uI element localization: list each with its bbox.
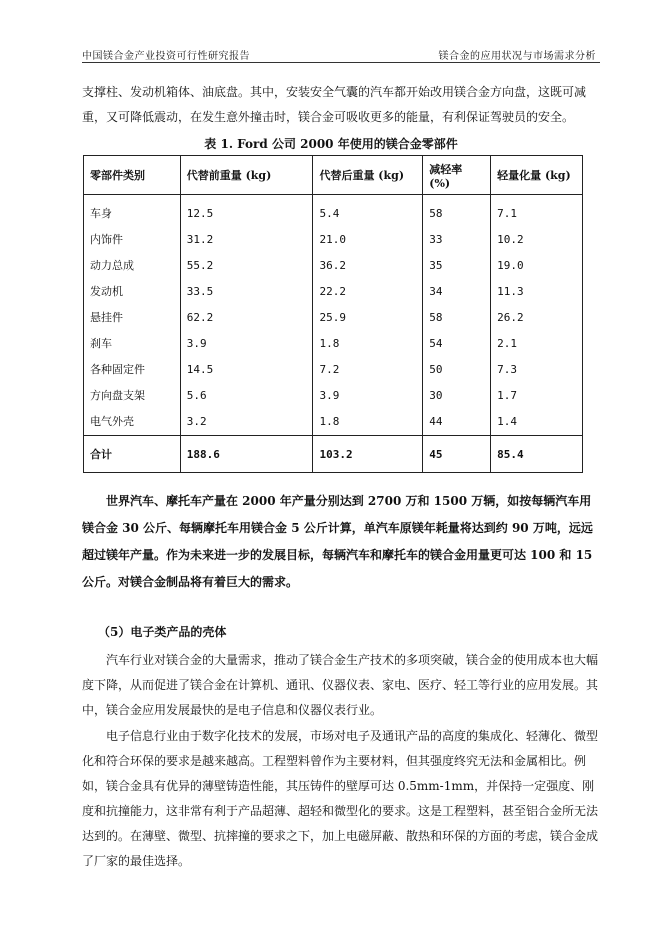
header-report-title: 中国镁合金产业投资可行性研究报告 xyxy=(82,51,250,62)
paragraph-steering-wheel: 支撑柱、发动机箱体、油底盘。其中，安装安全气囊的汽车都开始改用镁合金方向盘，这既可减重，又可降低震动，在发生意外撞击时，镁合金可吸收更多的能量，有利保证驾驶员的安全。 xyxy=(82,85,587,124)
table-total-row xyxy=(84,436,583,473)
value-cell: 25.9 xyxy=(319,311,346,324)
paragraph-world-demand: 世界汽车、摩托车产量在 2000 年产量分别达到 2700 万和 1500 万辆，如按每辆汽车用镁合金 30 公斤、每辆摩托车用镁合金 5 公斤计算，单汽车原镁年耗量将达到约 90 万吨，远远超过镁年产量。作为未来进一步的发展目标，每辆汽车和摩托车的镁合金用量更可达 100 和 15 公斤。对镁合金制品将有着巨大的需求。 xyxy=(82,494,593,589)
header-weight-saved: 轻量化量 (kg) xyxy=(491,156,583,195)
value-cell: 21.0 xyxy=(319,233,346,246)
value-cell: 35 xyxy=(429,259,443,272)
value-cell: 26.2 xyxy=(497,311,524,324)
value-cell: 3.2 xyxy=(186,415,207,428)
value-cell: 31.2 xyxy=(186,233,214,246)
value-cell: 7.2 xyxy=(319,363,340,376)
value-cell: 58 xyxy=(429,311,443,324)
value-cell: 1.4 xyxy=(497,415,517,428)
value-cell: 7.3 xyxy=(497,363,517,376)
part-name-cell: 悬挂件 xyxy=(90,311,123,324)
value-cell: 58 xyxy=(429,207,443,220)
value-cell: 55.2 xyxy=(186,259,214,272)
total-reduction-rate: 45 xyxy=(423,436,491,473)
header-weight-after: 代替后重量 (kg) xyxy=(313,156,423,195)
value-cell: 30 xyxy=(429,389,443,402)
value-cell: 33 xyxy=(429,233,443,246)
column-weight-saved xyxy=(491,195,583,436)
page-header xyxy=(82,44,600,63)
part-name-cell: 各种固定件 xyxy=(90,363,145,376)
part-name-cell: 发动机 xyxy=(90,285,123,298)
paragraph-electronics-industry: 电子信息行业由于数字化技术的发展，市场对电子及通讯产品的高度的集成化、轻薄化、微型化和符合环保的要求是越来越高。工程塑料曾作为主要材料，但其强度终究无法和金属相比。例如，镁合金具有优异的薄壁铸造性能，其压铸件的壁厚可达 0.5mm-1mm，并保持一定强度、刚度和抗撞能力，这非常有利于产品超薄、超轻和微型化的要求。这是工程塑料，甚至铝合金所无法达到的。在薄壁、微型、抗摔撞的要求之下，加上电磁屏蔽、散热和环保的方面的考虑，镁合金成了厂家的最佳选择。 xyxy=(82,729,599,868)
part-name-cell: 方向盘支架 xyxy=(90,389,145,402)
value-cell: 10.2 xyxy=(497,233,524,246)
total-weight-after: 103.2 xyxy=(313,436,423,473)
ford-magnesium-parts-table xyxy=(83,155,583,473)
total-weight-saved: 85.4 xyxy=(491,436,583,473)
value-cell: 36.2 xyxy=(319,259,346,272)
value-cell: 50 xyxy=(429,363,443,376)
column-weight-before xyxy=(180,195,313,436)
total-weight-before: 188.6 xyxy=(180,436,313,473)
value-cell: 62.2 xyxy=(186,311,214,324)
value-cell: 5.6 xyxy=(186,389,207,402)
value-cell: 44 xyxy=(429,415,443,428)
column-part-names xyxy=(84,195,181,436)
header-chapter-title: 镁合金的应用状况与市场需求分析 xyxy=(438,51,596,62)
header-weight-before: 代替前重量 (kg) xyxy=(180,156,313,195)
value-cell: 1.8 xyxy=(319,337,340,350)
value-cell: 19.0 xyxy=(497,259,524,272)
header-part-category: 零部件类别 xyxy=(84,156,181,195)
part-name-cell: 刹车 xyxy=(90,337,112,350)
value-cell: 2.1 xyxy=(497,337,517,350)
value-cell: 1.8 xyxy=(319,415,340,428)
part-name-cell: 动力总成 xyxy=(90,259,134,272)
paragraph-cost-reduction: 汽车行业对镁合金的大量需求，推动了镁合金生产技术的多项突破，镁合金的使用成本也大幅度下降，从而促进了镁合金在计算机、通讯、仪器仪表、家电、医疗、轻工等行业的应用发展。其中，镁合金应用发展最快的是电子信息和仪器仪表行业。 xyxy=(82,653,599,717)
part-name-cell: 内饰件 xyxy=(90,233,123,246)
table-body-row xyxy=(84,195,583,436)
value-cell: 11.3 xyxy=(497,285,524,298)
value-cell: 34 xyxy=(429,285,443,298)
value-cell: 3.9 xyxy=(319,389,340,402)
section-title-electronics: （5）电子类产品的壳体 xyxy=(98,625,227,639)
table-header-row xyxy=(84,156,583,195)
column-reduction-rate xyxy=(423,195,491,436)
part-name-cell: 车身 xyxy=(90,207,112,220)
part-name-cell: 电气外壳 xyxy=(90,415,134,428)
value-cell: 7.1 xyxy=(497,207,517,220)
header-reduction-rate: 减轻率 (%) xyxy=(423,156,491,195)
value-cell: 3.9 xyxy=(186,337,207,350)
column-weight-after xyxy=(313,195,423,436)
value-cell: 12.5 xyxy=(186,207,214,220)
table-caption: 表 1. Ford 公司 2000 年使用的镁合金零部件 xyxy=(204,137,458,151)
value-cell: 54 xyxy=(429,337,443,350)
value-cell: 22.2 xyxy=(319,285,346,298)
value-cell: 1.7 xyxy=(497,389,517,402)
value-cell: 33.5 xyxy=(186,285,214,298)
value-cell: 14.5 xyxy=(186,363,214,376)
total-label: 合计 xyxy=(84,436,181,473)
value-cell: 5.4 xyxy=(319,207,340,220)
